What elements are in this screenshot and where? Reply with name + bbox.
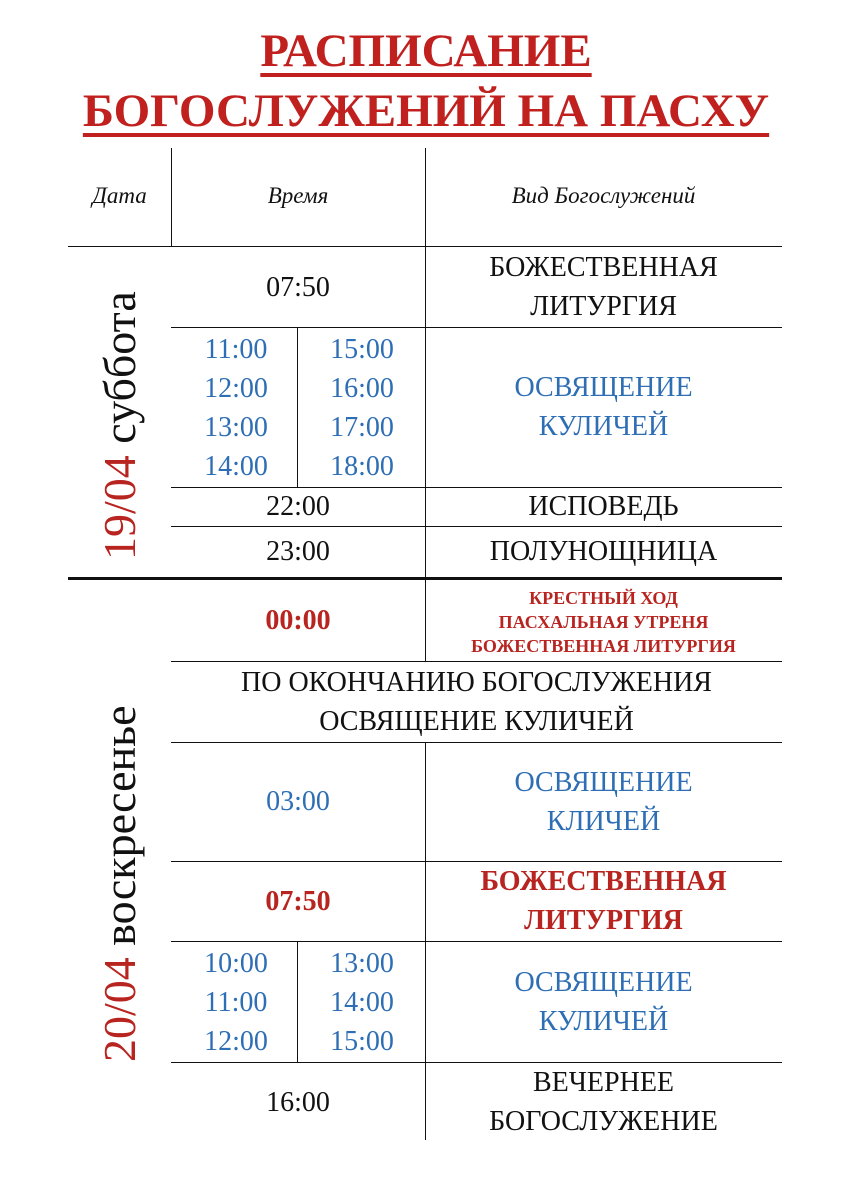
day2-row5-times-left: 10:00 11:00 12:00 <box>204 948 268 1057</box>
day1-row3-time: 22:00 <box>266 491 330 522</box>
divider-time-columns-2 <box>297 942 298 1062</box>
day1-row4-time: 23:00 <box>266 536 330 567</box>
day2-row1-time: 00:00 <box>265 605 331 636</box>
day2-row2-merged: ПО ОКОНЧАНИЮ БОГОСЛУЖЕНИЯ ОСВЯЩЕНИЕ КУЛИЧЕЙ <box>241 667 712 737</box>
day2-row6-service: ВЕЧЕРНЕЕ БОГОСЛУЖЕНИЕ <box>489 1067 718 1137</box>
day2-date: 20/04 <box>94 957 145 1062</box>
header-time: Время <box>267 183 329 208</box>
day1-row2-service: ОСВЯЩЕНИЕ КУЛИЧЕЙ <box>514 372 693 442</box>
day2-row5-service: ОСВЯЩЕНИЕ КУЛИЧЕЙ <box>514 966 693 1037</box>
day1-row2-times-left: 11:00 12:00 13:00 14:00 <box>204 334 268 482</box>
day1-row2-times-right: 15:00 16:00 17:00 18:00 <box>330 334 394 482</box>
day1-row4-service: ПОЛУНОЩНИЦА <box>489 536 718 567</box>
day2-label <box>95 705 145 1062</box>
header-date: Дата <box>92 183 147 208</box>
day1-row1-service: БОЖЕСТВЕННАЯ ЛИТУРГИЯ <box>489 252 718 322</box>
day1-row3-service: ИСПОВЕДЬ <box>528 491 679 522</box>
day2-row4-service: БОЖЕСТВЕННАЯ ЛИТУРГИЯ <box>480 866 727 936</box>
day1-date: 19/04 <box>94 455 145 560</box>
day2-row3-time: 03:00 <box>266 786 330 817</box>
header-service: Вид Богослужений <box>511 183 696 208</box>
day1-label <box>95 291 145 560</box>
day1-row1-time: 07:50 <box>266 271 330 303</box>
day2-row6-time: 16:00 <box>266 1086 330 1118</box>
day1-weekday: суббота <box>94 291 145 444</box>
day2-weekday: воскресенье <box>94 705 145 946</box>
divider-time-columns-1 <box>297 327 298 487</box>
day2-row1-service: КРЕСТНЫЙ ХОД ПАСХАЛЬНАЯ УТРЕНЯ БОЖЕСТВЕННАЯ ЛИТУРГИЯ <box>471 587 736 656</box>
page-title-line-2: БОГОСЛУЖЕНИЙ НА ПАСХУ <box>82 85 770 137</box>
day2-row4-time: 07:50 <box>265 885 331 917</box>
day2-row5-times-right: 13:00 14:00 15:00 <box>330 948 394 1057</box>
page-title-line-1: РАСПИСАНИЕ <box>260 25 592 77</box>
day2-row3-service: ОСВЯЩЕНИЕ КЛИЧЕЙ <box>514 766 693 837</box>
